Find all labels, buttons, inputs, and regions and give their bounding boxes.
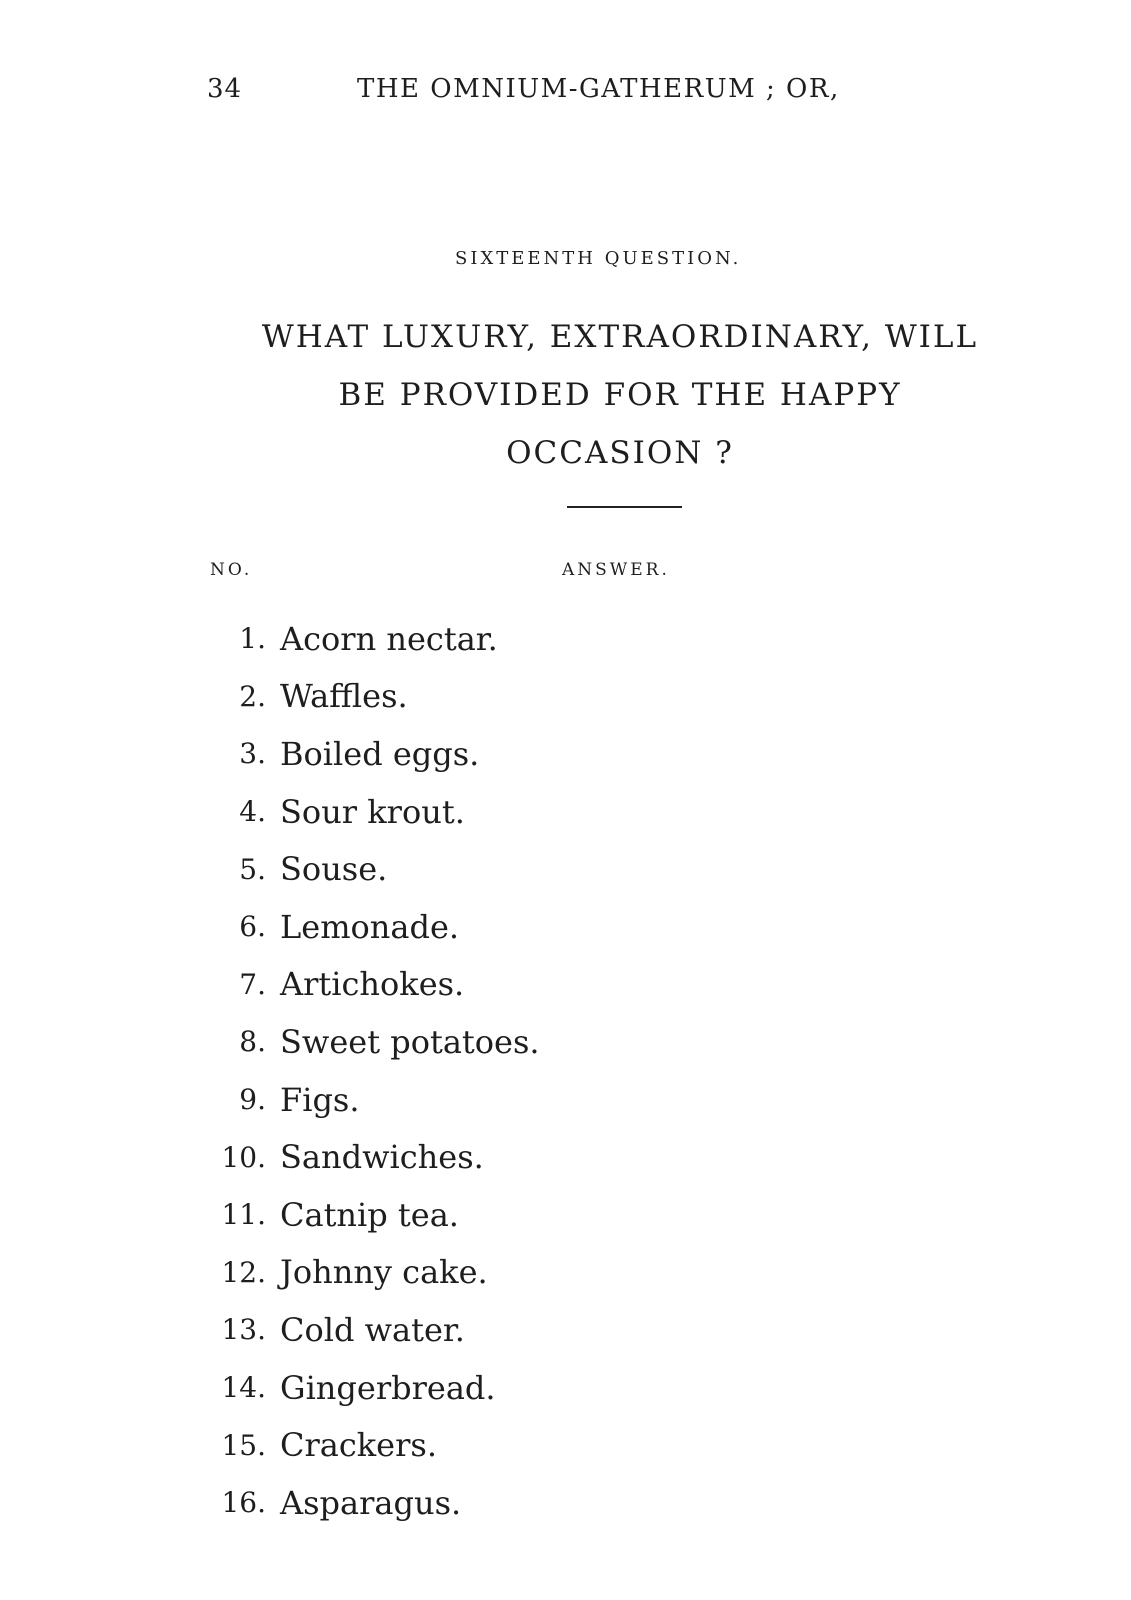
answer-number: 11.	[221, 1198, 266, 1232]
list-item	[200, 1301, 540, 1359]
column-header-no: NO.	[210, 560, 253, 580]
running-title: THE OMNIUM-GATHERUM ; OR,	[357, 74, 840, 104]
answer-text: Figs.	[280, 1080, 360, 1119]
answer-number: 5.	[239, 852, 266, 886]
answer-text: Sweet potatoes.	[280, 1022, 540, 1061]
list-item	[200, 840, 540, 898]
question-heading	[190, 308, 1050, 482]
answer-text: Waffles.	[280, 677, 408, 716]
answer-text: Boiled eggs.	[280, 734, 480, 773]
answer-number: 3.	[239, 737, 266, 771]
list-item	[200, 1416, 540, 1474]
page-number: 34	[207, 74, 243, 104]
answer-text: Asparagus.	[280, 1483, 462, 1522]
answer-number: 15.	[221, 1428, 266, 1462]
list-item	[200, 1013, 540, 1071]
answer-number: 14.	[221, 1371, 266, 1405]
list-item	[200, 898, 540, 956]
answer-text: Souse.	[280, 850, 388, 889]
answer-list	[200, 610, 540, 1532]
list-item	[200, 783, 540, 841]
column-header-answer: ANSWER.	[562, 560, 670, 580]
section-label: SIXTEENTH QUESTION.	[455, 248, 742, 269]
answer-number: 13.	[221, 1313, 266, 1347]
answer-text: Sandwiches.	[280, 1138, 484, 1177]
list-item	[200, 1359, 540, 1417]
answer-text: Cold water.	[280, 1310, 465, 1349]
answer-text: Catnip tea.	[280, 1195, 459, 1234]
list-item	[200, 725, 540, 783]
answer-number: 6.	[239, 910, 266, 944]
list-item	[200, 1128, 540, 1186]
question-line: BE PROVIDED FOR THE HAPPY	[338, 377, 902, 413]
divider-rule	[567, 506, 682, 508]
answer-number: 7.	[239, 967, 266, 1001]
answer-number: 2.	[239, 679, 266, 713]
answer-number: 8.	[239, 1025, 266, 1059]
running-head	[207, 74, 887, 114]
answer-text: Crackers.	[280, 1426, 437, 1465]
answer-number: 4.	[239, 795, 266, 829]
answer-number: 1.	[239, 622, 266, 656]
list-item	[200, 1071, 540, 1129]
list-item	[200, 1186, 540, 1244]
answer-number: 9.	[239, 1083, 266, 1117]
answer-text: Gingerbread.	[280, 1368, 496, 1407]
list-item	[200, 1244, 540, 1302]
answer-number: 16.	[221, 1486, 266, 1520]
answer-number: 12.	[221, 1255, 266, 1289]
answer-text: Sour krout.	[280, 792, 465, 831]
list-item	[200, 1474, 540, 1532]
answer-number: 10.	[221, 1140, 266, 1174]
list-item	[200, 956, 540, 1014]
answer-text: Artichokes.	[280, 965, 465, 1004]
answer-text: Lemonade.	[280, 907, 460, 946]
list-item	[200, 610, 540, 668]
list-item	[200, 668, 540, 726]
question-line: WHAT LUXURY, EXTRAORDINARY, WILL	[261, 319, 979, 355]
answer-text: Johnny cake.	[280, 1253, 488, 1292]
question-line: OCCASION ?	[506, 435, 734, 471]
answer-text: Acorn nectar.	[280, 619, 498, 658]
